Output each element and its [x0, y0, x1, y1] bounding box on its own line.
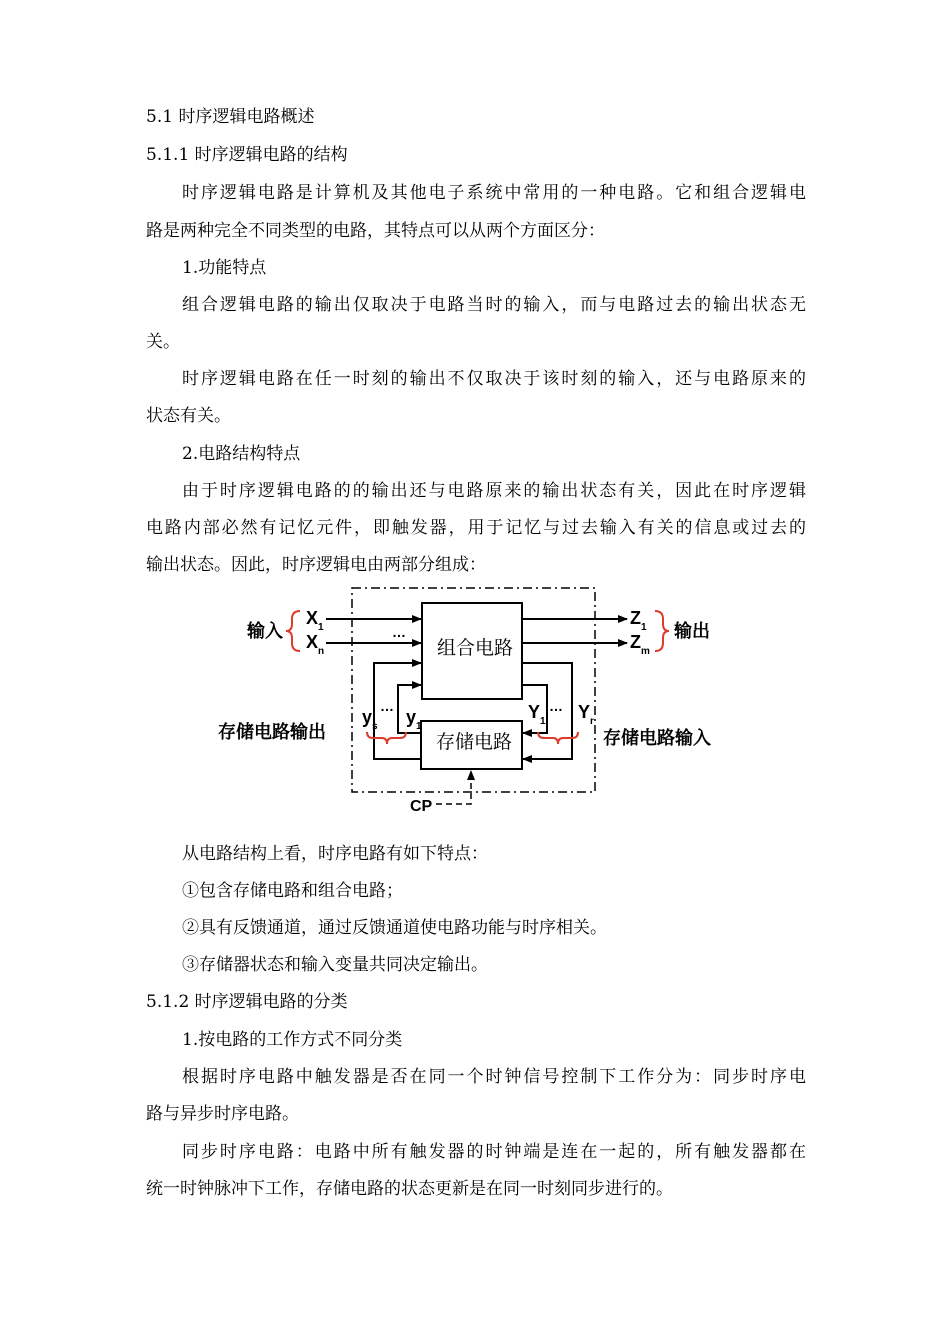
- combinational-label: 组合电路: [437, 638, 514, 659]
- ys-label: $y_s$: [362, 707, 378, 732]
- Y1-label: $Y_1$: [528, 702, 546, 727]
- storage-out-dots: …: [380, 698, 394, 714]
- input-label: 输入: [247, 621, 283, 641]
- paragraph-line: 同步时序电路：电路中所有触发器的时钟端是连在一起的，所有触发器都在: [182, 1142, 806, 1162]
- list-item-heading: 2.电路结构特点: [182, 444, 301, 464]
- subsection-heading: 5.1.1 时序逻辑电路的结构: [146, 145, 348, 165]
- input-brace: [286, 611, 300, 651]
- subsection-heading: 5.1.2 时序逻辑电路的分类: [146, 992, 348, 1012]
- paragraph-line: 从电路结构上看，时序电路有如下特点：: [182, 844, 488, 864]
- feature-item: ③存储器状态和输入变量共同决定输出。: [182, 955, 488, 975]
- storage-label: 存储电路: [436, 732, 513, 753]
- zm-label: $Z_m$: [630, 632, 650, 657]
- paragraph-line: 时序逻辑电路在任一时刻的输出不仅取决于该时刻的输入，还与电路原来的: [182, 369, 806, 389]
- storage-in-label: 存储电路输入: [603, 728, 711, 748]
- clock-line: [436, 771, 471, 804]
- feature-item: ①包含存储电路和组合电路；: [182, 881, 403, 901]
- list-item-heading: 1.按电路的工作方式不同分类: [182, 1030, 403, 1050]
- paragraph-line: 由于时序逻辑电路的的输出还与电路原来的输出状态有关，因此在时序逻辑: [182, 481, 806, 501]
- paragraph-line: 路是两种完全不同类型的电路，其特点可以从两个方面区分：: [146, 221, 605, 241]
- y1-label: $y_1$: [406, 707, 422, 732]
- z1-label: $Z_1$: [630, 608, 647, 633]
- paragraph-line: 组合逻辑电路的输出仅取决于电路当时的输入，而与电路过去的输出状态无: [182, 295, 806, 315]
- output-label: 输出: [674, 621, 710, 641]
- feature-item: ②具有反馈通道，通过反馈通道使电路功能与时序相关。: [182, 918, 607, 938]
- section-heading: 5.1 时序逻辑电路概述: [146, 107, 315, 127]
- paragraph-line: 关。: [146, 332, 180, 352]
- list-item-heading: 1.功能特点: [182, 258, 267, 278]
- storage-out-label: 存储电路输出: [218, 722, 326, 742]
- paragraph-line: 路与异步时序电路。: [146, 1104, 299, 1124]
- x1-label: $X_1$: [306, 608, 324, 633]
- paragraph-line: 根据时序电路中触发器是否在同一个时钟信号控制下工作分为：同步时序电: [182, 1067, 806, 1087]
- Yr-label: $Y_r$: [578, 702, 594, 727]
- paragraph-line: 电路内部必然有记忆元件，即触发器，用于记忆与过去输入有关的信息或过去的: [146, 518, 806, 538]
- paragraph-line: 统一时钟脉冲下工作，存储电路的状态更新是在同一时刻同步进行的。: [146, 1179, 673, 1199]
- storage-in-dots: …: [549, 698, 563, 714]
- paragraph-line: 输出状态。因此，时序逻辑电由两部分组成：: [146, 555, 486, 575]
- xn-label: $X_n$: [306, 632, 325, 657]
- output-brace: [655, 611, 669, 651]
- paragraph-line: 时序逻辑电路是计算机及其他电子系统中常用的一种电路。它和组合逻辑电: [182, 183, 806, 203]
- cp-label: CP: [410, 798, 433, 815]
- paragraph-line: 状态有关。: [146, 406, 231, 426]
- input-dots: …: [392, 624, 406, 640]
